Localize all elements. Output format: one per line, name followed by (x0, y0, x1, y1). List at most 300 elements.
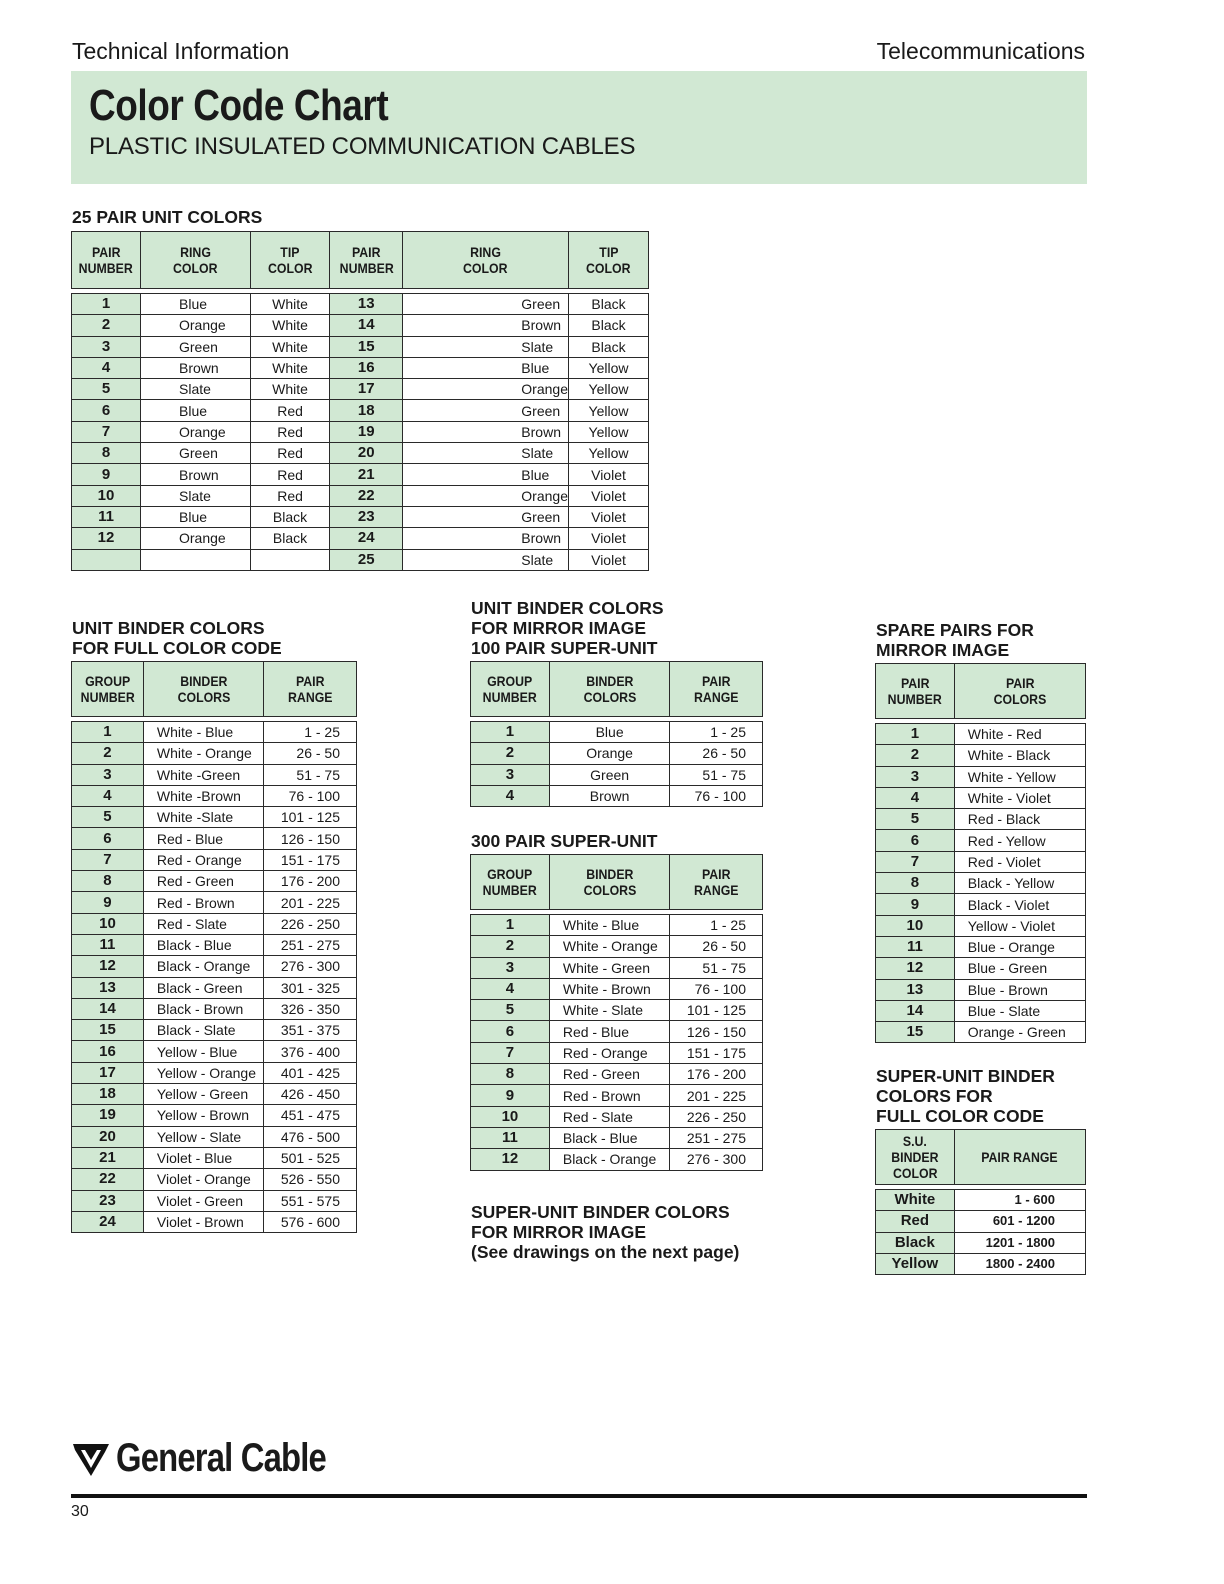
column-header: RING COLOR (141, 232, 251, 289)
table-cell: 426 - 450 (264, 1084, 357, 1105)
row-number-cell (72, 549, 141, 570)
column-header: PAIR RANGE (264, 662, 357, 717)
table-cell: Red (250, 485, 329, 506)
row-number-cell: 10 (876, 915, 955, 936)
table-cell: Violet - Blue (143, 1147, 263, 1168)
table-cell: Slate (403, 549, 569, 570)
table-row (876, 1190, 1086, 1211)
table-cell: Violet - Green (143, 1190, 263, 1211)
table-cell: Black - Brown (143, 998, 263, 1019)
row-number-cell: 18 (330, 400, 403, 421)
row-number-cell: 12 (72, 528, 141, 549)
column-header: GROUP NUMBER (471, 662, 550, 717)
table-cell: 576 - 600 (264, 1211, 357, 1232)
table-cell: White (250, 294, 329, 315)
row-number-cell: 7 (876, 851, 955, 872)
row-number-cell: 2 (471, 743, 550, 764)
table-row (471, 722, 763, 743)
table-cell: 51 - 75 (264, 764, 357, 785)
table-row (72, 421, 649, 442)
table-cell: White - Orange (549, 936, 669, 957)
table-cell: White - Orange (143, 743, 263, 764)
table-cell: 151 - 175 (264, 849, 357, 870)
table-cell: Slate (141, 379, 251, 400)
table-cell: Black - Yellow (954, 873, 1085, 894)
table-cell: Black - Green (143, 977, 263, 998)
table-cell: 176 - 200 (670, 1064, 763, 1085)
table-cell: Violet - Brown (143, 1211, 263, 1232)
table-cell: 76 - 100 (264, 785, 357, 806)
table-cell: Red - Orange (143, 849, 263, 870)
row-number-cell: 3 (471, 764, 550, 785)
table-cell: 1201 - 1800 (954, 1232, 1085, 1253)
table-row (471, 785, 763, 806)
table-cell: 251 - 275 (670, 1127, 763, 1148)
table-row (876, 1253, 1086, 1274)
table-cell: Yellow - Slate (143, 1126, 263, 1147)
binder-full-table (71, 661, 357, 1233)
row-number-cell: 21 (330, 464, 403, 485)
table-cell: Red - Brown (143, 892, 263, 913)
row-number-cell: 2 (876, 745, 955, 766)
table-cell: Blue - Green (954, 958, 1085, 979)
table-row (876, 724, 1086, 745)
table-cell: White - Slate (549, 1000, 669, 1021)
pair25-table (71, 231, 649, 571)
table-row (72, 549, 649, 570)
table-cell: Brown (549, 785, 669, 806)
table-cell: Green (403, 400, 569, 421)
super300-title: 300 PAIR SUPER-UNIT (471, 831, 658, 851)
table-cell: White -Brown (143, 785, 263, 806)
table-cell: 551 - 575 (264, 1190, 357, 1211)
table-cell: Blue - Brown (954, 979, 1085, 1000)
table-cell: White - Blue (143, 722, 263, 743)
table-row (72, 379, 649, 400)
table-cell: Blue (141, 506, 251, 527)
category-label: Telecommunications (876, 38, 1085, 64)
table-cell: 151 - 175 (670, 1042, 763, 1063)
table-cell: Yellow - Violet (954, 915, 1085, 936)
row-number-cell: 4 (72, 357, 141, 378)
table-cell (250, 549, 329, 570)
table-cell: 51 - 75 (670, 764, 763, 785)
table-row (876, 1232, 1086, 1253)
table-cell: Yellow - Orange (143, 1062, 263, 1083)
su-binder-table (875, 1129, 1086, 1275)
logo-wordmark: General Cable (116, 1436, 326, 1480)
row-number-cell: 7 (471, 1042, 550, 1063)
table-cell: Black - Orange (143, 956, 263, 977)
pair25-title: 25 PAIR UNIT COLORS (72, 207, 263, 227)
table-cell: White - Green (549, 957, 669, 978)
table-row (72, 506, 649, 527)
table-row (72, 443, 649, 464)
table-cell: 176 - 200 (264, 871, 357, 892)
row-number-cell: 15 (876, 1022, 955, 1043)
row-number-cell: 2 (471, 936, 550, 957)
row-number-cell: 5 (72, 379, 141, 400)
row-number-cell: 12 (471, 1149, 550, 1170)
table-cell: Violet (569, 464, 649, 485)
shield-logo-icon (71, 1440, 111, 1480)
table-cell: 51 - 75 (670, 957, 763, 978)
table-cell: Slate (141, 485, 251, 506)
table-row (72, 871, 357, 892)
table-cell: Red - Blue (549, 1021, 669, 1042)
column-header: BINDER COLORS (549, 662, 669, 717)
table-row (72, 1020, 357, 1041)
table-row (72, 400, 649, 421)
table-cell: Black (569, 336, 649, 357)
row-number-cell: 18 (72, 1084, 144, 1105)
row-number-cell: 9 (72, 892, 144, 913)
table-row (72, 1084, 357, 1105)
row-number-cell: 2 (72, 743, 144, 764)
table-cell: White -Slate (143, 807, 263, 828)
table-cell: 251 - 275 (264, 934, 357, 955)
table-cell: Red - Green (143, 871, 263, 892)
company-logo (71, 1438, 331, 1484)
table-row (471, 1042, 763, 1063)
row-number-cell: 12 (876, 958, 955, 979)
row-number-cell: Yellow (876, 1253, 955, 1274)
table-header-row (876, 1130, 1086, 1185)
table-row (876, 1211, 1086, 1232)
column-header: PAIR RANGE (954, 1130, 1085, 1185)
table-cell: Violet - Orange (143, 1169, 263, 1190)
table-cell: Brown (403, 421, 569, 442)
table-row (876, 873, 1086, 894)
table-cell: 76 - 100 (670, 978, 763, 999)
table-row (876, 787, 1086, 808)
table-cell: Red - Slate (549, 1106, 669, 1127)
row-number-cell: 13 (330, 294, 403, 315)
table-cell: White - Red (954, 724, 1085, 745)
table-cell: 276 - 300 (264, 956, 357, 977)
table-header-row (72, 232, 649, 289)
row-number-cell: 13 (876, 979, 955, 1000)
row-number-cell: Red (876, 1211, 955, 1232)
row-number-cell: 17 (72, 1062, 144, 1083)
table-cell: Orange (141, 315, 251, 336)
table-cell: Red (250, 464, 329, 485)
column-header: GROUP NUMBER (471, 855, 550, 910)
section-label: Technical Information (72, 38, 290, 64)
table-cell: Black - Violet (954, 894, 1085, 915)
row-number-cell: 23 (72, 1190, 144, 1211)
table-row (471, 978, 763, 999)
row-number-cell: 13 (72, 977, 144, 998)
row-number-cell: 23 (330, 506, 403, 527)
table-cell: 1800 - 2400 (954, 1253, 1085, 1274)
table-cell: Orange (549, 743, 669, 764)
table-cell: White (250, 336, 329, 357)
column-header: PAIR RANGE (670, 855, 763, 910)
table-cell: Red - Violet (954, 851, 1085, 872)
row-number-cell: 6 (72, 828, 144, 849)
row-number-cell: 6 (72, 400, 141, 421)
row-number-cell: 9 (876, 894, 955, 915)
table-row (72, 1041, 357, 1062)
row-number-cell: 5 (471, 1000, 550, 1021)
row-number-cell: 1 (72, 722, 144, 743)
table-cell: 26 - 50 (264, 743, 357, 764)
table-cell: Blue - Slate (954, 1000, 1085, 1021)
table-cell: 526 - 550 (264, 1169, 357, 1190)
table-row (876, 958, 1086, 979)
table-row (471, 1106, 763, 1127)
row-number-cell: 10 (72, 485, 141, 506)
row-number-cell: 7 (72, 849, 144, 870)
table-cell: Slate (403, 336, 569, 357)
table-cell: Blue (141, 294, 251, 315)
row-number-cell: 6 (876, 830, 955, 851)
table-cell: White - Violet (954, 787, 1085, 808)
table-cell: Orange (141, 421, 251, 442)
table-row (72, 998, 357, 1019)
column-header: S.U. BINDER COLOR (876, 1130, 955, 1185)
spare-title: SPARE PAIRS FOR MIRROR IMAGE (876, 620, 1034, 660)
table-cell: Violet (569, 485, 649, 506)
table-cell: 401 - 425 (264, 1062, 357, 1083)
table-row (72, 1126, 357, 1147)
table-row (471, 915, 763, 936)
table-row (72, 1211, 357, 1232)
row-number-cell: 21 (72, 1147, 144, 1168)
page-title: Color Code Chart (89, 81, 389, 130)
table-cell: 126 - 150 (670, 1021, 763, 1042)
table-row (72, 934, 357, 955)
table-cell: 476 - 500 (264, 1126, 357, 1147)
table-cell: Black (250, 528, 329, 549)
row-number-cell: 11 (72, 506, 141, 527)
table-row (72, 357, 649, 378)
table-cell: Blue (403, 357, 569, 378)
row-number-cell: 14 (72, 998, 144, 1019)
table-row (72, 913, 357, 934)
table-row (471, 743, 763, 764)
table-cell: 26 - 50 (670, 743, 763, 764)
table-row (72, 294, 649, 315)
table-row (876, 745, 1086, 766)
table-cell: 1 - 600 (954, 1190, 1085, 1211)
table-cell: 226 - 250 (670, 1106, 763, 1127)
table-cell: Red - Orange (549, 1042, 669, 1063)
table-cell: Red - Blue (143, 828, 263, 849)
mirror100-table (470, 661, 763, 807)
row-number-cell: 20 (330, 443, 403, 464)
row-number-cell: 5 (72, 807, 144, 828)
row-number-cell: White (876, 1190, 955, 1211)
table-cell: Yellow (569, 400, 649, 421)
footer-rule (71, 1494, 1087, 1498)
row-number-cell: 11 (72, 934, 144, 955)
table-cell: Black - Blue (143, 934, 263, 955)
table-row (72, 956, 357, 977)
row-number-cell: 9 (72, 464, 141, 485)
row-number-cell: 25 (330, 549, 403, 570)
table-cell: Green (549, 764, 669, 785)
table-cell (141, 549, 251, 570)
table-cell: Yellow (569, 379, 649, 400)
table-cell: Red - Yellow (954, 830, 1085, 851)
table-row (876, 1022, 1086, 1043)
row-number-cell: 16 (330, 357, 403, 378)
table-cell: 1 - 25 (264, 722, 357, 743)
table-cell: Red - Black (954, 809, 1085, 830)
column-header: BINDER COLORS (549, 855, 669, 910)
row-number-cell: 20 (72, 1126, 144, 1147)
table-row (876, 809, 1086, 830)
column-header: PAIR NUMBER (330, 232, 403, 289)
table-row (471, 1149, 763, 1170)
row-number-cell: 12 (72, 956, 144, 977)
row-number-cell: 4 (876, 787, 955, 808)
table-cell: Yellow (569, 421, 649, 442)
row-number-cell: 15 (72, 1020, 144, 1041)
table-cell: Violet (569, 528, 649, 549)
column-header: PAIR NUMBER (876, 664, 955, 719)
table-cell: Green (403, 294, 569, 315)
table-row (72, 722, 357, 743)
table-row (876, 894, 1086, 915)
row-number-cell: 8 (876, 873, 955, 894)
row-number-cell: 15 (330, 336, 403, 357)
table-cell: Violet (569, 549, 649, 570)
row-number-cell: 4 (471, 785, 550, 806)
table-cell: 226 - 250 (264, 913, 357, 934)
table-row (72, 785, 357, 806)
table-cell: Blue (549, 722, 669, 743)
row-number-cell: 11 (876, 936, 955, 957)
table-cell: Slate (403, 443, 569, 464)
table-cell: Green (141, 443, 251, 464)
table-cell: 351 - 375 (264, 1020, 357, 1041)
table-row (72, 892, 357, 913)
table-cell: Red (250, 421, 329, 442)
table-row (72, 807, 357, 828)
row-number-cell: 19 (330, 421, 403, 442)
table-row (876, 851, 1086, 872)
table-row (72, 849, 357, 870)
row-number-cell: 3 (876, 766, 955, 787)
table-cell: 326 - 350 (264, 998, 357, 1019)
table-row (471, 1085, 763, 1106)
table-cell: Blue (141, 400, 251, 421)
row-number-cell: 24 (330, 528, 403, 549)
column-header: PAIR NUMBER (72, 232, 141, 289)
table-header-row (72, 662, 357, 717)
table-row (876, 766, 1086, 787)
row-number-cell: 3 (72, 336, 141, 357)
row-number-cell: 9 (471, 1085, 550, 1106)
column-header: TIP COLOR (250, 232, 329, 289)
table-cell: White (250, 379, 329, 400)
table-cell: Yellow (569, 357, 649, 378)
row-number-cell: 22 (72, 1169, 144, 1190)
table-header-row (876, 664, 1086, 719)
table-cell: Yellow - Green (143, 1084, 263, 1105)
row-number-cell: 1 (471, 915, 550, 936)
table-row (72, 464, 649, 485)
row-number-cell: 14 (330, 315, 403, 336)
page-number: 30 (71, 1503, 89, 1520)
row-number-cell: 10 (471, 1106, 550, 1127)
table-cell: Red - Brown (549, 1085, 669, 1106)
title-banner (71, 71, 1087, 184)
table-row (471, 1000, 763, 1021)
table-cell: Orange - Green (954, 1022, 1085, 1043)
mirror-note: SUPER-UNIT BINDER COLORS FOR MIRROR IMAGE (See drawings on the next page) (471, 1202, 740, 1262)
table-cell: 201 - 225 (670, 1085, 763, 1106)
table-cell: Red - Slate (143, 913, 263, 934)
row-number-cell: 8 (72, 443, 141, 464)
page-subtitle: PLASTIC INSULATED COMMUNICATION CABLES (89, 133, 636, 160)
table-cell: 1 - 25 (670, 722, 763, 743)
table-row (72, 764, 357, 785)
table-row (72, 315, 649, 336)
row-number-cell: 1 (471, 722, 550, 743)
row-number-cell: 19 (72, 1105, 144, 1126)
table-cell: Violet (569, 506, 649, 527)
table-row (72, 528, 649, 549)
table-cell: Blue (403, 464, 569, 485)
table-row (471, 1127, 763, 1148)
row-number-cell: 16 (72, 1041, 144, 1062)
row-number-cell: Black (876, 1232, 955, 1253)
row-number-cell: 6 (471, 1021, 550, 1042)
table-cell: Yellow (569, 443, 649, 464)
table-cell: Red (250, 400, 329, 421)
table-cell: Blue - Orange (954, 936, 1085, 957)
table-cell: 276 - 300 (670, 1149, 763, 1170)
column-header: PAIR RANGE (670, 662, 763, 717)
table-cell: 26 - 50 (670, 936, 763, 957)
table-row (471, 957, 763, 978)
row-number-cell: 8 (72, 871, 144, 892)
table-row (72, 336, 649, 357)
table-row (72, 977, 357, 998)
table-row (72, 1169, 357, 1190)
table-cell: Brown (403, 315, 569, 336)
spare-table (875, 663, 1086, 1043)
binder-full-title: UNIT BINDER COLORS FOR FULL COLOR CODE (72, 618, 282, 658)
table-row (876, 830, 1086, 851)
table-header-row (471, 855, 763, 910)
table-cell: Brown (141, 357, 251, 378)
row-number-cell: 2 (72, 315, 141, 336)
mirror100-title: UNIT BINDER COLORS FOR MIRROR IMAGE 100 PAIR SUPER-UNIT (471, 598, 664, 658)
row-number-cell: 11 (471, 1127, 550, 1148)
row-number-cell: 14 (876, 1000, 955, 1021)
table-cell: Yellow - Brown (143, 1105, 263, 1126)
table-row (72, 743, 357, 764)
table-row (876, 915, 1086, 936)
table-row (471, 936, 763, 957)
table-row (876, 1000, 1086, 1021)
table-row (72, 1105, 357, 1126)
su-binder-title: SUPER-UNIT BINDER COLORS FOR FULL COLOR CODE (876, 1066, 1055, 1126)
row-number-cell: 5 (876, 809, 955, 830)
row-number-cell: 10 (72, 913, 144, 934)
table-header-row (471, 662, 763, 717)
column-header: PAIR COLORS (954, 664, 1085, 719)
table-row (876, 979, 1086, 1000)
table-cell: 601 - 1200 (954, 1211, 1085, 1232)
table-cell: 76 - 100 (670, 785, 763, 806)
table-cell: Black (569, 315, 649, 336)
